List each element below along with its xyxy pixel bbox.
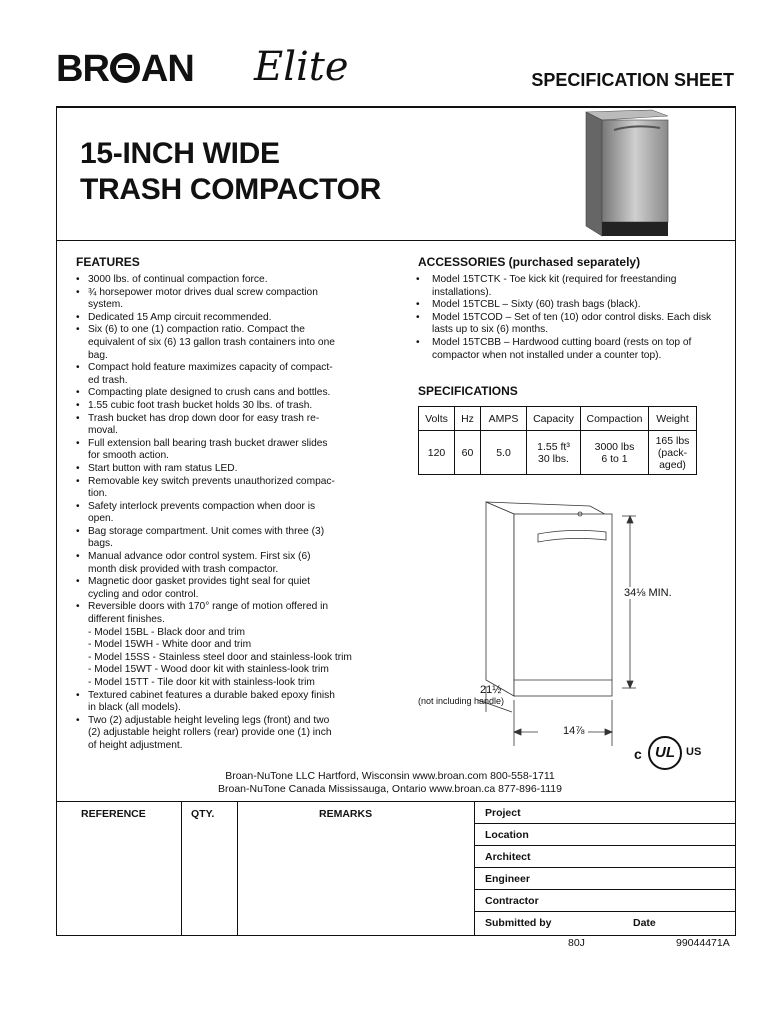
feature-line: • Bag storage compartment. Unit comes with three (3) (76, 526, 372, 539)
feature-line: - Model 15WT - Wood door kit with stainless-look trim (88, 664, 329, 676)
feature-line: • 1.55 cubic foot trash bucket holds 30 lbs. of trash. (76, 400, 372, 413)
spec-column-header: Weight (649, 407, 697, 431)
cert-us: US (686, 746, 702, 758)
spec-value-cell: 5.0 (481, 431, 527, 475)
accessories-list (416, 274, 716, 362)
feature-line: equivalent of six (6) 13 gallon trash containers into one (88, 336, 335, 348)
height-dimension-label: 34⅛ MIN. (624, 587, 672, 599)
feature-line: • ¾ horsepower motor drives dual screw compaction (76, 287, 372, 300)
feature-line: • Full extension ball bearing trash bucket drawer slides (76, 438, 372, 451)
feature-line: - Model 15TT - Tile door kit with stainless-look trim (88, 677, 315, 688)
feature-line: bag. (88, 349, 108, 361)
feature-line: moval. (88, 425, 119, 437)
qty-column (182, 802, 238, 936)
date-label: Date (633, 917, 656, 929)
compactor-product-image (582, 108, 672, 238)
dimension-diagram (410, 490, 670, 750)
qty-header: QTY. (191, 808, 215, 820)
title-divider (56, 240, 736, 241)
ul-circle-icon: UL (648, 736, 682, 770)
spec-column-header: Hz (455, 407, 481, 431)
feature-line: - Model 15BL - Black door and trim (88, 626, 246, 638)
submittal-form (56, 801, 736, 936)
footer-doc-number: 99044471A (676, 937, 730, 949)
feature-line: for smooth action. (88, 450, 169, 462)
feature-line: • Dedicated 15 Amp circuit recommended. (76, 312, 372, 325)
feature-line: - Model 15WH - White door and trim (88, 639, 252, 651)
accessory-item: • Model 15TCBL – Sixty (60) trash bags (black). (416, 299, 716, 312)
accessory-item: • Model 15TCOD – Set of ten (10) odor control disks. Each disk lasts up to six (6) months. (416, 312, 716, 337)
spec-column-header: Volts (419, 407, 455, 431)
feature-line: of height adjustment. (88, 739, 183, 751)
spec-column-header: AMPS (481, 407, 527, 431)
cul-us-certification-mark (634, 736, 716, 774)
cert-c: c (634, 746, 642, 762)
features-list (76, 274, 372, 753)
contact-us: Broan-NuTone LLC Hartford, Wisconsin www.broan.com 800-558-1711 (225, 770, 555, 782)
feature-line: • Six (6) to one (1) compaction ratio. Compact the (76, 324, 372, 337)
specifications-table (418, 406, 697, 475)
architect-field[interactable]: Architect (475, 846, 736, 868)
width-dimension-label: 14⅞ (563, 725, 585, 737)
spec-column-header: Compaction (581, 407, 649, 431)
spec-value-cell: 60 (455, 431, 481, 475)
header (56, 44, 736, 100)
remarks-column (238, 802, 475, 936)
feature-line: • Removable key switch prevents unauthorized compac- (76, 476, 372, 489)
feature-line: • Safety interlock prevents compaction when door is (76, 501, 372, 514)
footer-code-80j: 80J (568, 937, 585, 949)
feature-line: ed trash. (88, 374, 128, 386)
spec-data-row (419, 431, 697, 475)
remarks-header: REMARKS (319, 808, 373, 820)
spec-value-cell: 165 lbs (pack- aged) (649, 431, 697, 475)
accessories-heading: ACCESSORIES (purchased separately) (418, 255, 641, 269)
reference-header: REFERENCE (81, 808, 146, 820)
reference-column (57, 802, 182, 936)
feature-line: • Reversible doors with 170° range of motion offered in (76, 601, 372, 614)
features-heading: FEATURES (76, 255, 140, 269)
title-line-1: 15-INCH WIDE (80, 137, 280, 170)
logo-o-mark (110, 53, 140, 83)
submitted-by-row[interactable] (475, 912, 736, 934)
elite-script-logo: Elite (254, 44, 349, 90)
location-field[interactable]: Location (475, 824, 736, 846)
feature-line: month disk provided with trash compactor. (88, 563, 279, 575)
feature-line: • Textured cabinet features a durable baked epoxy finish (76, 690, 372, 703)
depth-dimension-label: 21½ (480, 684, 502, 696)
feature-line: bags. (88, 538, 113, 550)
spec-value-cell: 1.55 ft³ 30 lbs. (527, 431, 581, 475)
spec-sheet-label: SPECIFICATION SHEET (531, 70, 734, 90)
feature-line: tion. (88, 488, 108, 500)
spec-value-cell: 120 (419, 431, 455, 475)
feature-line: • Start button with ram status LED. (76, 463, 372, 476)
spec-header-row (419, 407, 697, 431)
feature-line: (2) adjustable height rollers (rear) provide one (1) inch (88, 727, 332, 739)
spec-value-cell: 3000 lbs 6 to 1 (581, 431, 649, 475)
contractor-field[interactable]: Contractor (475, 890, 736, 912)
feature-line: • Compact hold feature maximizes capacity of compact- (76, 362, 372, 375)
accessory-item: • Model 15TCTK - Toe kick kit (required for freestanding installations). (416, 274, 716, 299)
feature-line: system. (88, 299, 124, 311)
feature-line: • Two (2) adjustable height leveling legs (front) and two (76, 715, 372, 728)
depth-dimension-note: (not including handle) (418, 696, 505, 706)
accessory-item: • Model 15TCBB – Hardwood cutting board (rests on top of compactor when not installed under a counter top). (416, 337, 716, 362)
page-title (80, 136, 381, 208)
contact-canada: Broan-NuTone Canada Mississauga, Ontario www.broan.ca 877-896-1119 (218, 783, 562, 795)
title-line-2: TRASH COMPACTOR (80, 173, 382, 206)
feature-line: • Manual advance odor control system. First six (6) (76, 551, 372, 564)
feature-line: • Trash bucket has drop down door for easy trash re- (76, 413, 372, 426)
broan-logo: BR AN (56, 48, 194, 90)
spec-column-header: Capacity (527, 407, 581, 431)
engineer-field[interactable]: Engineer (475, 868, 736, 890)
feature-line: • Magnetic door gasket provides tight seal for quiet (76, 576, 372, 589)
project-field[interactable]: Project (475, 802, 736, 824)
submitted-by-label: Submitted by (485, 917, 552, 929)
feature-line: - Model 15SS - Stainless steel door and stainless-look trim (88, 651, 352, 663)
feature-line: open. (88, 513, 114, 525)
feature-line: • Compacting plate designed to crush cans and bottles. (76, 387, 372, 400)
feature-line: in black (all models). (88, 702, 181, 714)
feature-line: different finishes. (88, 614, 165, 626)
feature-line: • 3000 lbs. of continual compaction force. (76, 274, 372, 287)
feature-line: cycling and odor control. (88, 588, 199, 600)
specifications-heading: SPECIFICATIONS (418, 384, 518, 398)
